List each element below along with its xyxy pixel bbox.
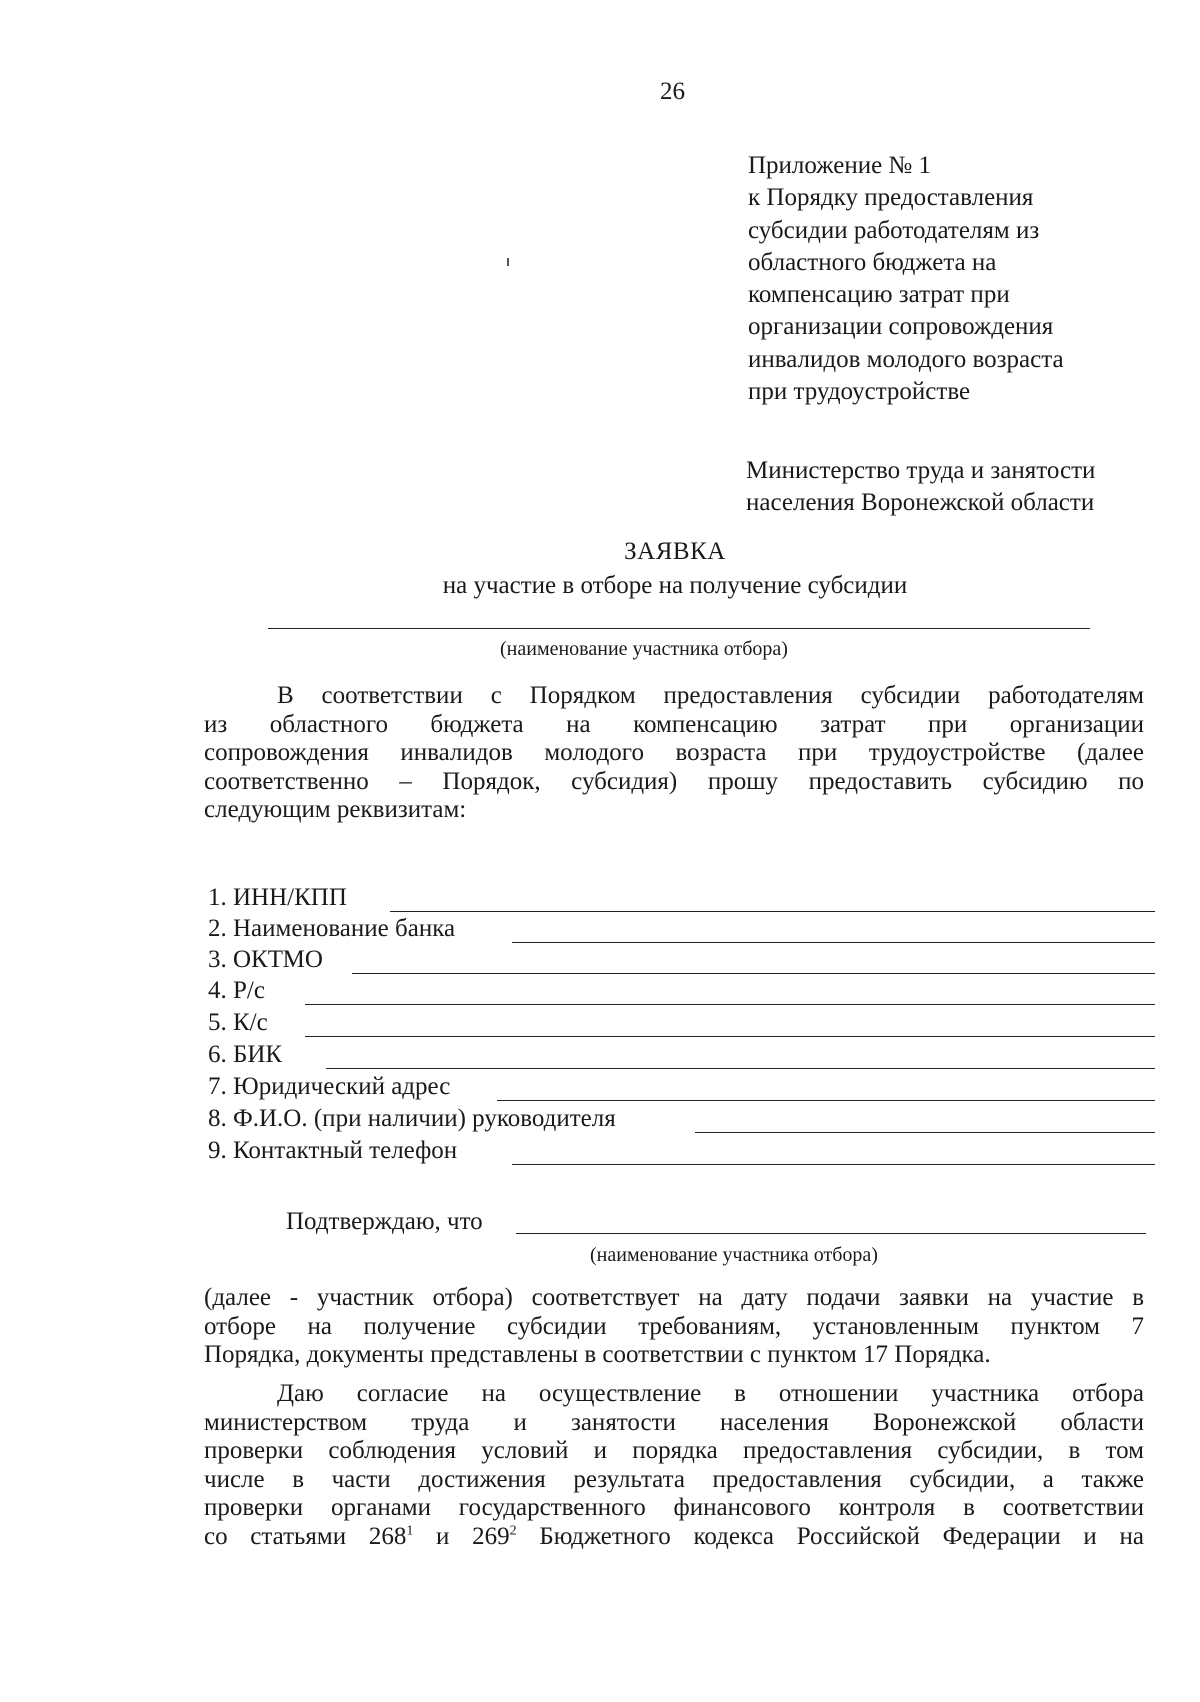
- annex-line: Приложение № 1: [748, 152, 932, 179]
- paragraph-line: (далее - участник отбора) соответствует на дату подачи заявки на участие в: [204, 1284, 1144, 1311]
- annex-line: организации сопровождения: [748, 313, 1054, 341]
- paragraph-line: министерством труда и занятости населения Воронежской области: [204, 1408, 1144, 1436]
- superscript: 2: [509, 1523, 517, 1539]
- requisite-label: 8. Ф.И.О. (при наличии) руководителя: [208, 1105, 616, 1132]
- requisite-label: 4. Р/с: [208, 977, 265, 1004]
- intro-paragraph: [204, 682, 1144, 825]
- confirm-label: Подтверждаю, что: [286, 1208, 483, 1235]
- paragraph-line: числе в части достижения результата предоставления субсидии, а также: [204, 1465, 1144, 1493]
- document-title: ЗАЯВКА: [624, 538, 726, 565]
- superscript: 1: [406, 1523, 414, 1539]
- requisite-label: 5. К/с: [208, 1009, 268, 1036]
- paragraph-line: отборе на получение субсидии требованиям, установленным пунктом 7: [204, 1312, 1144, 1340]
- text-fragment: со статьями 268: [204, 1522, 407, 1550]
- document-subtitle: на участие в отборе на получение субсидии: [442, 572, 908, 599]
- requisite-label: 1. ИНН/КПП: [208, 884, 347, 911]
- requisite-input-line[interactable]: [512, 942, 1155, 943]
- addressee-line: Министерство труда и занятости: [746, 457, 1096, 484]
- requisite-label: 6. БИК: [208, 1041, 283, 1068]
- requisite-input-line[interactable]: [512, 1164, 1155, 1165]
- confirm-participant-line[interactable]: [516, 1233, 1146, 1234]
- paragraph-line: следующим реквизитам:: [204, 796, 467, 823]
- annex-line: к Порядку предоставления: [748, 184, 1034, 212]
- paragraph-line: из областного бюджета на компенсацию затрат при организации: [204, 710, 1144, 738]
- addressee: [746, 455, 1095, 519]
- paragraph-line: проверки органами государственного финансового контроля в соответствии: [204, 1494, 1144, 1521]
- requisite-input-line[interactable]: [695, 1132, 1155, 1133]
- text-fragment: Бюджетного кодекса Российской Федерации и на: [516, 1522, 1144, 1550]
- paragraph-line-with-footnotes: [204, 1523, 1144, 1552]
- requisite-label: 7. Юридический адрес: [208, 1073, 451, 1100]
- annex-line: компенсацию затрат при: [748, 281, 1010, 309]
- participant-name-line[interactable]: [268, 628, 1090, 629]
- requisite-label: 9. Контактный телефон: [208, 1137, 458, 1164]
- paragraph-line: В соответствии с Порядком предоставления субсидии работодателям: [277, 682, 1144, 709]
- annex-line: субсидии работодателям из: [748, 216, 1040, 244]
- annex-line: инвалидов молодого возраста: [748, 345, 1064, 373]
- text-fragment: и 269: [413, 1522, 510, 1550]
- requisite-input-line[interactable]: [305, 1004, 1155, 1005]
- requisite-input-line[interactable]: [352, 973, 1155, 974]
- requisite-label: 3. ОКТМО: [208, 946, 323, 973]
- paragraph-line: проверки соблюдения условий и порядка предоставления субсидии, в том: [204, 1437, 1144, 1464]
- compliance-paragraph: [204, 1284, 1144, 1370]
- confirm-caption: (наименование участника отбора): [590, 1244, 878, 1266]
- consent-paragraph: [204, 1380, 1144, 1551]
- annex-line: областного бюджета на: [748, 248, 997, 276]
- addressee-line: населения Воронежской области: [746, 489, 1095, 516]
- requisite-input-line[interactable]: [390, 911, 1155, 912]
- annex-header: [748, 150, 1064, 408]
- paragraph-line: соответственно – Порядок, субсидия) прошу предоставить субсидию по: [204, 767, 1144, 795]
- requisite-input-line[interactable]: [497, 1100, 1155, 1101]
- page-number: 26: [660, 78, 685, 105]
- requisite-label: 2. Наименование банка: [208, 915, 456, 942]
- annex-line: при трудоустройстве: [748, 378, 971, 406]
- paragraph-line: Порядка, документы представлены в соответствии с пунктом 17 Порядка.: [204, 1341, 991, 1368]
- requisite-input-line[interactable]: [326, 1068, 1155, 1069]
- requisite-input-line[interactable]: [305, 1036, 1155, 1037]
- scan-mark: [507, 258, 509, 266]
- paragraph-line: сопровождения инвалидов молодого возраста при трудоустройстве (далее: [204, 739, 1144, 766]
- paragraph-line: Даю согласие на осуществление в отношении участника отбора: [277, 1380, 1144, 1407]
- participant-caption: (наименование участника отбора): [500, 638, 788, 660]
